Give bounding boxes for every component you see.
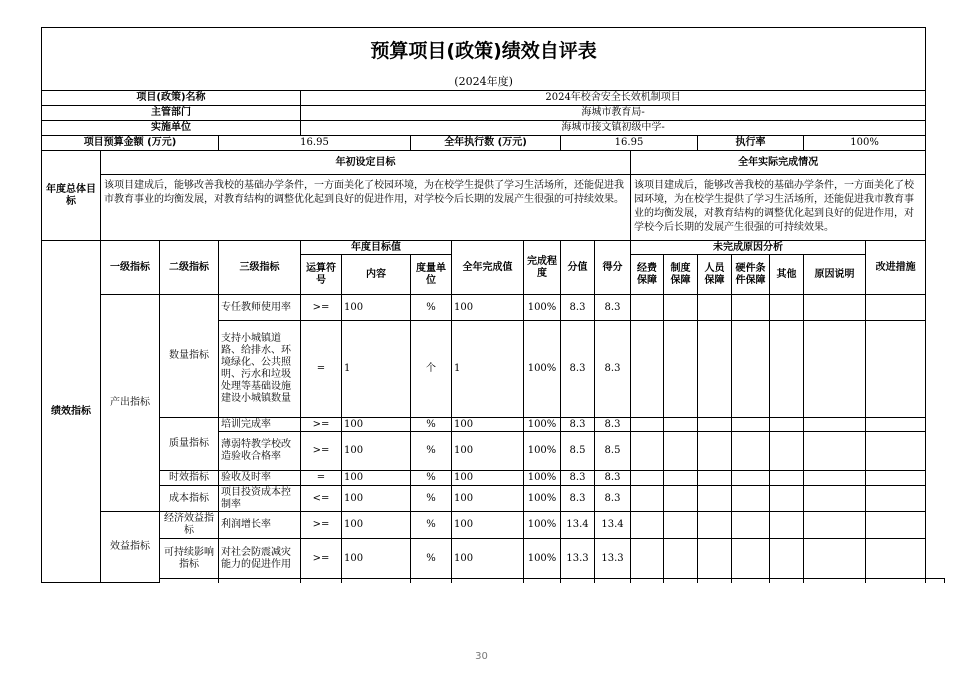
- rate-value: 100%: [804, 136, 926, 151]
- full-value-header: 全年完成值: [452, 241, 524, 295]
- indicator-content: 1: [342, 321, 411, 418]
- indicator-score: 8.3: [595, 486, 631, 512]
- table-row: [42, 418, 945, 432]
- dept-label: 主管部门: [42, 106, 301, 121]
- table-row: [42, 486, 945, 512]
- executed-value: 16.95: [561, 136, 698, 151]
- indicator-score: 8.3: [595, 321, 631, 418]
- indicator-name: 项目投资成本控制率: [219, 486, 301, 512]
- table-row: [42, 512, 945, 539]
- continuation-row: [42, 579, 945, 583]
- benefit-group: 效益指标: [101, 512, 160, 583]
- indicator-unit: %: [411, 418, 452, 432]
- executed-label: 全年执行数 (万元): [411, 136, 561, 151]
- quality-group: 质量指标: [160, 418, 219, 471]
- indicator-name: 专任教师使用率: [219, 295, 301, 321]
- indicator-unit: %: [411, 512, 452, 539]
- measures-header: 改进措施: [866, 241, 926, 295]
- indicator-op: >=: [301, 539, 342, 579]
- indicator-op: =: [301, 321, 342, 418]
- indicator-unit: %: [411, 295, 452, 321]
- indicator-op: =: [301, 471, 342, 486]
- table-row: [42, 471, 945, 486]
- sustainable-group: 可持续影响指标: [160, 539, 219, 579]
- page-title: 预算项目(政策)绩效自评表: [42, 28, 926, 75]
- indicator-value: 100: [452, 486, 524, 512]
- degree-header: 完成程度: [524, 241, 561, 295]
- indicator-weight: 8.3: [561, 321, 595, 418]
- content-header: 内容: [342, 255, 411, 295]
- initial-goal-text: 该项目建成后，能够改善我校的基础办学条件，一方面美化了校园环境，为在校学生提供了学习生活场所，还能促进我市教育事业的均衡发展，对教育结构的调整优化起到良好的促进作用，对学校今后长期的发展产生很强的可持续效果。: [101, 175, 631, 241]
- unit-header: 度量单位: [411, 255, 452, 295]
- indicator-name: 培训完成率: [219, 418, 301, 432]
- indicator-unit: %: [411, 471, 452, 486]
- timeliness-group: 时效指标: [160, 471, 219, 486]
- indicator-content: 100: [342, 539, 411, 579]
- table-row: [42, 539, 945, 579]
- reason-funding-header: 经费保障: [631, 255, 664, 295]
- indicator-op: >=: [301, 512, 342, 539]
- indicator-op: >=: [301, 432, 342, 471]
- project-name-label: 项目(政策)名称: [42, 91, 301, 106]
- indicator-unit: %: [411, 539, 452, 579]
- page-number: 30: [475, 651, 488, 662]
- reason-staff-header: 人员保障: [698, 255, 732, 295]
- indicator-name: 对社会防震减灾能力的促进作用: [219, 539, 301, 579]
- indicator-content: 100: [342, 432, 411, 471]
- economic-group: 经济效益指标: [160, 512, 219, 539]
- indicator-value: 100: [452, 418, 524, 432]
- indicator-unit: 个: [411, 321, 452, 418]
- table-row: [42, 295, 945, 321]
- indicator-weight: 13.4: [561, 512, 595, 539]
- indicator-value: 100: [452, 295, 524, 321]
- indicator-weight: 13.3: [561, 539, 595, 579]
- indicator-name: 验收及时率: [219, 471, 301, 486]
- overall-goal-label: 年度总体目标: [42, 151, 101, 241]
- indicator-name: 薄弱特教学校改造验收合格率: [219, 432, 301, 471]
- indicator-content: 100: [342, 512, 411, 539]
- indicator-degree: 100%: [524, 539, 561, 579]
- indicator-content: 100: [342, 295, 411, 321]
- indicator-op: <=: [301, 486, 342, 512]
- reason-system-header: 制度保障: [664, 255, 698, 295]
- score-header: 得分: [595, 241, 631, 295]
- indicator-degree: 100%: [524, 418, 561, 432]
- indicator-score: 8.3: [595, 418, 631, 432]
- indicator-value: 1: [452, 321, 524, 418]
- indicator-weight: 8.3: [561, 418, 595, 432]
- reasons-header: 未完成原因分析: [631, 241, 866, 255]
- unit-value: 海城市接文镇初级中学-: [301, 121, 926, 136]
- reason-other-header: 其他: [770, 255, 804, 295]
- level3-header: 三级指标: [219, 241, 301, 295]
- score-value-header: 分值: [561, 241, 595, 295]
- reason-hardware-header: 硬件条件保障: [732, 255, 770, 295]
- output-group: 产出指标: [101, 295, 160, 512]
- rate-label: 执行率: [698, 136, 804, 151]
- indicator-value: 100: [452, 539, 524, 579]
- indicator-degree: 100%: [524, 471, 561, 486]
- initial-goal-header: 年初设定目标: [101, 151, 631, 175]
- actual-header: 全年实际完成情况: [631, 151, 926, 175]
- target-header: 年度目标值: [301, 241, 452, 255]
- level1-header: 一级指标: [101, 241, 160, 295]
- indicator-value: 100: [452, 432, 524, 471]
- indicator-weight: 8.3: [561, 471, 595, 486]
- indicator-value: 100: [452, 471, 524, 486]
- quantity-group: 数量指标: [160, 295, 219, 418]
- perf-label: 绩效指标: [42, 241, 101, 583]
- cost-group: 成本指标: [160, 486, 219, 512]
- op-header: 运算符号: [301, 255, 342, 295]
- evaluation-sheet: [41, 27, 945, 583]
- reason-note-header: 原因说明: [804, 255, 866, 295]
- level2-header: 二级指标: [160, 241, 219, 295]
- indicator-score: 8.3: [595, 295, 631, 321]
- indicator-score: 8.3: [595, 471, 631, 486]
- indicator-content: 100: [342, 418, 411, 432]
- indicator-name: 利润增长率: [219, 512, 301, 539]
- indicator-op: >=: [301, 295, 342, 321]
- indicator-degree: 100%: [524, 321, 561, 418]
- indicator-score: 13.4: [595, 512, 631, 539]
- unit-label: 实施单位: [42, 121, 301, 136]
- indicator-weight: 8.5: [561, 432, 595, 471]
- indicator-degree: 100%: [524, 512, 561, 539]
- indicator-unit: %: [411, 432, 452, 471]
- actual-text: 该项目建成后，能够改善我校的基础办学条件，一方面美化了校园环境，为在校学生提供了学习生活场所，还能促进我市教育事业的均衡发展，对教育结构的调整优化起到良好的促进作用，对学校今后长期的发展产生很强的可持续效果。: [631, 175, 926, 241]
- indicator-unit: %: [411, 486, 452, 512]
- indicator-weight: 8.3: [561, 295, 595, 321]
- evaluation-table: [41, 27, 945, 583]
- budget-label: 项目预算金额 (万元): [42, 136, 219, 151]
- dept-value: 海城市教育局-: [301, 106, 926, 121]
- indicator-weight: 8.3: [561, 486, 595, 512]
- budget-value: 16.95: [219, 136, 411, 151]
- indicator-score: 13.3: [595, 539, 631, 579]
- indicator-degree: 100%: [524, 295, 561, 321]
- indicator-value: 100: [452, 512, 524, 539]
- indicator-score: 8.5: [595, 432, 631, 471]
- project-name-value: 2024年校舍安全长效机制项目: [301, 91, 926, 106]
- indicator-content: 100: [342, 486, 411, 512]
- report-year: (2024年度): [42, 74, 926, 91]
- indicator-name: 支持小城镇道路、给排水、环境绿化、公共照明、污水和垃圾处理等基础设施建设小城镇数量: [219, 321, 301, 418]
- indicator-degree: 100%: [524, 432, 561, 471]
- indicator-degree: 100%: [524, 486, 561, 512]
- indicator-op: >=: [301, 418, 342, 432]
- indicator-content: 100: [342, 471, 411, 486]
